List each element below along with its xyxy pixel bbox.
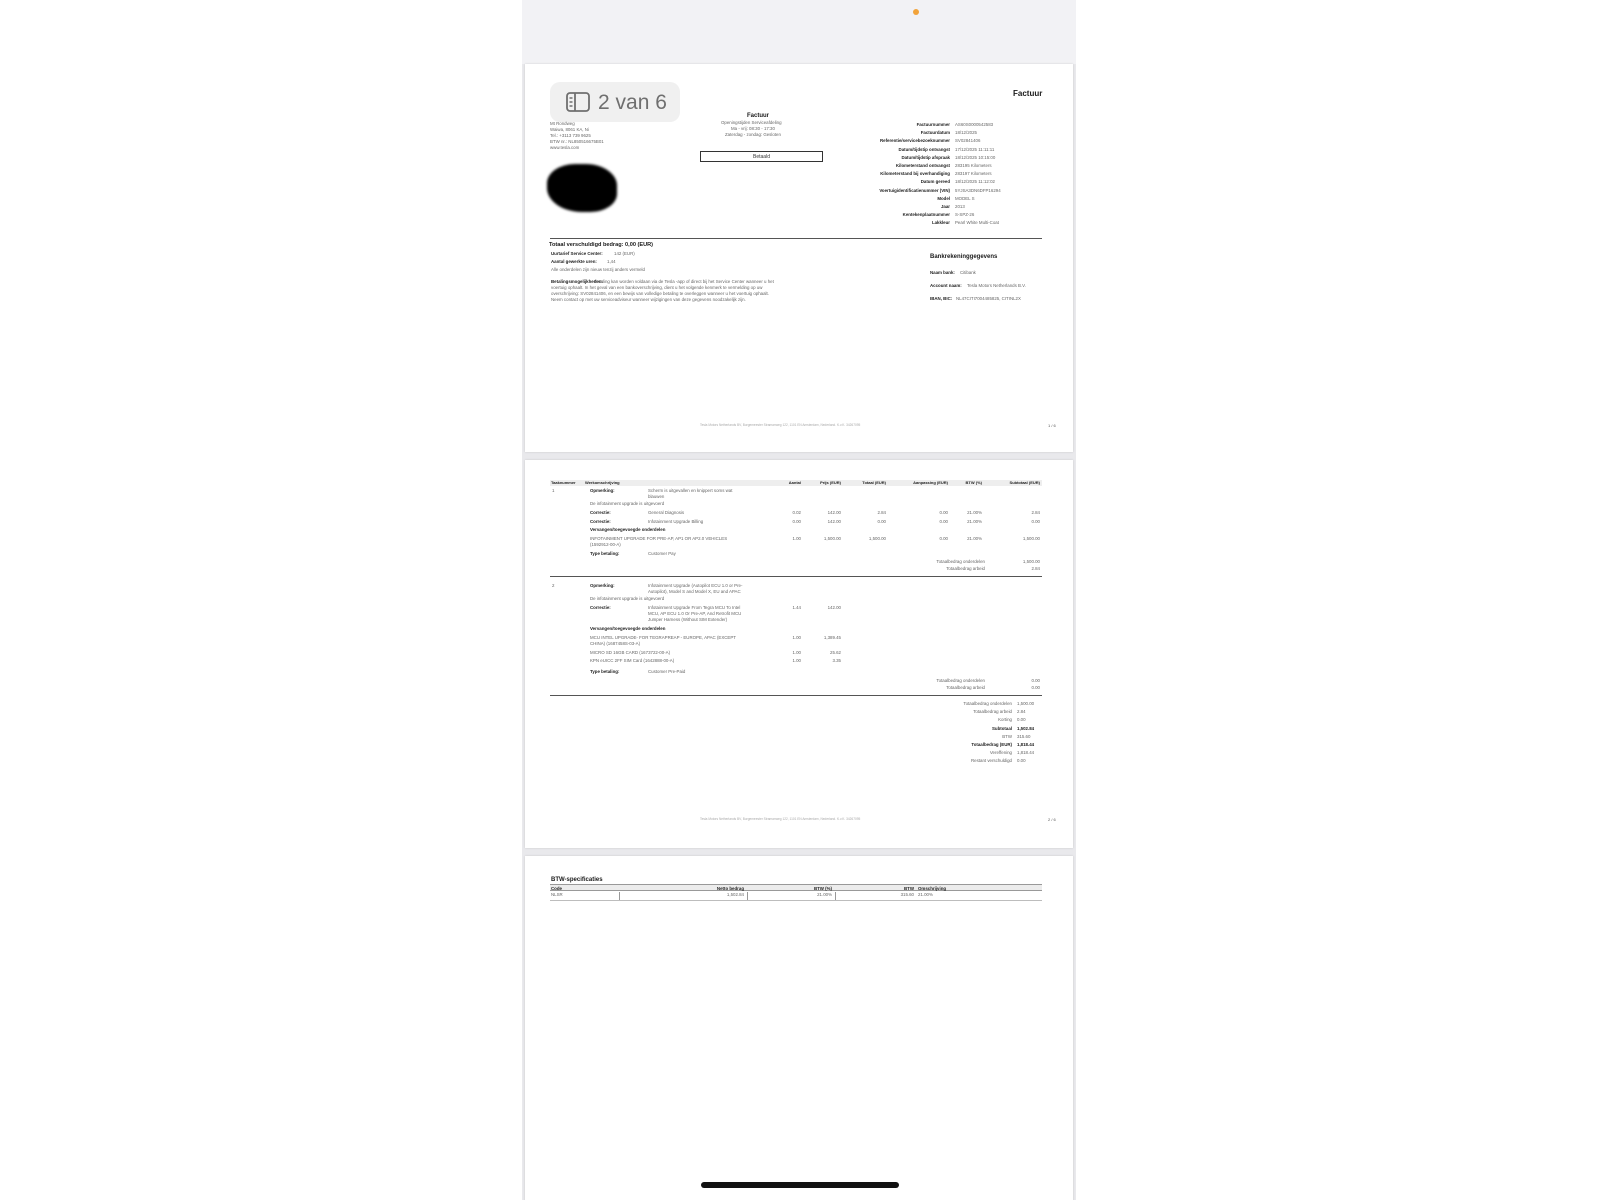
part-subtotal: 1,500.00 bbox=[1022, 536, 1040, 541]
grand-total-label: Restant verschuldigd bbox=[970, 758, 1012, 764]
bank-value: Tesla Motors Netherlands B.V. bbox=[967, 283, 1026, 288]
part-price: 3.35 bbox=[832, 658, 841, 663]
grand-total-value: 315.60 bbox=[1017, 733, 1031, 739]
grand-total-value: 2.84 bbox=[1017, 709, 1026, 715]
bank-label: Naam bank: bbox=[930, 270, 955, 275]
correction-text: Infotainment Upgrade Billing bbox=[648, 518, 704, 524]
part-price: 1,389.45 bbox=[823, 635, 841, 640]
correction-text: Infotainment Upgrade From Tegra MCU To Intel bbox=[648, 605, 741, 610]
vat-col-header: Omschrijving bbox=[918, 886, 947, 891]
meta-label: Lakkleur bbox=[931, 220, 950, 226]
col-header: Taaknummer bbox=[551, 480, 576, 485]
grand-total-value: 1,500.00 bbox=[1017, 701, 1035, 706]
payment-label: Betalingsmogelijkheden: bbox=[551, 279, 603, 284]
meta-value: 18/12/2025 10:15:00 bbox=[955, 154, 996, 160]
col-header: Prijs (EUR) bbox=[820, 480, 841, 485]
part-qty: 1.00 bbox=[792, 536, 801, 541]
meta-label: Kilometerstand bij overhandiging bbox=[880, 171, 950, 177]
vat-cell: 315.60 bbox=[900, 892, 914, 897]
col-header: Totaal (EUR) bbox=[862, 480, 886, 485]
task-number: 1 bbox=[552, 488, 555, 493]
vat-cell: NLSR bbox=[551, 892, 563, 897]
meta-value: 283195 Kilometers bbox=[955, 163, 992, 168]
payment-text: voertuig ophaalt. In het geval van een bankoverschrijving, dient u het volgende kenmerk te vermelding op uw bbox=[551, 285, 763, 290]
payment-text: Betaling kan worden voldaan via de Tesla -app of direct bij het Service Center wanneer u het bbox=[594, 279, 774, 284]
paid-status-box: Betaald bbox=[700, 151, 823, 162]
grand-total-value: 1,818.44 bbox=[1017, 750, 1035, 756]
labor-adj: 0.00 bbox=[939, 510, 948, 515]
opening-hours-line: Zaterdag - zondag: Gesloten bbox=[725, 132, 781, 137]
correction-label: Correctie: bbox=[590, 518, 611, 524]
task-total-value: 0.00 bbox=[1031, 678, 1040, 683]
bank-value: NL47CITI7004485825, CITINL2X bbox=[956, 296, 1021, 301]
page-indicator-text: 2 van 6 bbox=[598, 91, 667, 114]
part-price: 1,500.00 bbox=[823, 536, 841, 541]
vat-spec-title: BTW-specificaties bbox=[551, 877, 603, 883]
payment-type-label: Type betaling: bbox=[590, 669, 620, 674]
meta-label: Datum/tijdstip afspraak bbox=[901, 154, 950, 160]
part-qty: 1.00 bbox=[792, 650, 801, 655]
payment-type-value: Customer Pre-Paid bbox=[648, 669, 686, 674]
grand-total-label: Totaalbedrag arbeid bbox=[973, 709, 1012, 715]
bank-label: IBAN, BIC: bbox=[930, 296, 953, 301]
task-total-label: Totaalbedrag arbeid bbox=[946, 685, 985, 690]
address-line: Waiwa, 8061 KA, Ni bbox=[550, 127, 589, 132]
part-vat: 21.00% bbox=[967, 536, 982, 541]
payment-text: overschrijving: SV02841406, en een bewijs van volledige betaling te overleggen wanneer u het voertuig ophaalt. bbox=[551, 291, 769, 296]
status-dot-indicator bbox=[913, 9, 919, 15]
labor-subtotal: 0.00 bbox=[1031, 518, 1040, 524]
vat-cell: 21.00% bbox=[918, 892, 933, 897]
column-separator bbox=[747, 892, 748, 900]
grand-total-label: Vereffening bbox=[989, 750, 1012, 756]
grand-total-label: Korting bbox=[998, 717, 1012, 723]
page-indicator[interactable] bbox=[550, 82, 680, 122]
col-header: Werkomschrijving bbox=[585, 480, 620, 485]
correction-text: MCU, AP ECU 1.0 Or Pre-AP, And Retrofit MCU bbox=[648, 611, 742, 616]
part-desc: (1592912-00-A) bbox=[590, 542, 621, 547]
vat-col-header: Code bbox=[551, 886, 562, 891]
meta-label: Datum/tijdstip ontvangst bbox=[898, 146, 950, 152]
meta-value: 18/12/2025 bbox=[955, 130, 977, 136]
labor-total: 2.84 bbox=[877, 510, 886, 515]
divider bbox=[550, 238, 1042, 239]
remark-text: Autopilot), Model S and Model X, EU and APAC bbox=[648, 589, 741, 594]
grand-total-value: 0.00 bbox=[1017, 717, 1026, 723]
labor-vat: 21.00% bbox=[967, 510, 982, 515]
page-number: 1 / 6 bbox=[1048, 423, 1056, 428]
page-footer: Tesla Motors Netherlands BV, Burgemeester Stramanweg 122, 1101 EN Amsterdam, Nederland. K.v.K. 34267095 bbox=[700, 423, 861, 427]
page-number: 2 / 6 bbox=[1048, 817, 1056, 822]
hours-label: Aantal gewerkte uren: bbox=[551, 259, 597, 264]
grand-total-value: 0.00 bbox=[1017, 758, 1026, 764]
meta-value: AS60S0000542583 bbox=[955, 122, 994, 127]
center-title: Factuur bbox=[747, 113, 770, 119]
page-footer: Tesla Motors Netherlands BV, Burgemeester Stramanweg 122, 1101 EN Amsterdam, Nederland. K.v.K. 34267095 bbox=[700, 817, 861, 821]
meta-value: SV02841406 bbox=[955, 138, 981, 144]
total-due: Totaal verschuldigd bedrag: 0,00 (EUR) bbox=[549, 242, 654, 248]
task-number: 2 bbox=[552, 583, 555, 588]
column-separator bbox=[619, 892, 620, 900]
address-line: BTW nr.: NL850516675B01 bbox=[550, 139, 604, 144]
correction-text: General Diagnosis bbox=[648, 510, 685, 515]
labor-qty: 0.00 bbox=[792, 518, 801, 524]
meta-value: 283197 Kilometers bbox=[955, 171, 992, 177]
meta-label: Factuurnummer bbox=[916, 122, 950, 127]
part-desc: KPN eUICC 2FF SIM Card (1642888-00-A) bbox=[590, 658, 675, 663]
col-header: BTW (%) bbox=[965, 480, 982, 485]
viewer-top-bar bbox=[522, 0, 1076, 64]
col-header: Aanpassing (EUR) bbox=[913, 480, 948, 485]
vat-cell: 21.00% bbox=[817, 892, 832, 897]
vat-col-header: BTW bbox=[904, 886, 914, 891]
meta-value: 2013 bbox=[955, 204, 965, 209]
task-total-value: 2.84 bbox=[1031, 566, 1040, 571]
correction-label: Correctie: bbox=[590, 510, 611, 515]
divider bbox=[550, 695, 1042, 696]
payment-type-value: Customer Pay bbox=[648, 551, 676, 556]
payment-text: Neem contact op met uw serviceadviseur wanneer wijzigingen van deze gegevens noodzakelijk zijn. bbox=[551, 297, 746, 302]
col-header: Subtotaal (EUR) bbox=[1009, 480, 1040, 485]
part-desc: MCU INTEL UPGRADE- FOR TEGRAPREAP - EUROPE, APAC (EXCEPT bbox=[590, 635, 736, 640]
meta-label: Referentie/servicebezoeknummer bbox=[879, 138, 950, 144]
parts-title: Vervangen/toegevoegde onderdelen bbox=[590, 527, 666, 532]
remark-text: Scherm is uitgevallen en knippert soms wat bbox=[648, 488, 733, 493]
task-total-value: 1,500.00 bbox=[1022, 559, 1040, 564]
grand-total-value: 1,502.84 bbox=[1017, 725, 1035, 731]
meta-value: 18/12/2025 11:12:02 bbox=[955, 179, 995, 185]
address-line: www.tesla.com bbox=[550, 145, 580, 150]
bank-value: Citibank bbox=[960, 270, 976, 275]
bank-label: Account naam: bbox=[930, 283, 962, 288]
labor-adj: 0.00 bbox=[939, 518, 948, 524]
correction-text: Jumper Harness (Without SIM Extender) bbox=[648, 617, 728, 622]
remark-text: blauwen bbox=[648, 494, 665, 499]
invoice-page-2 bbox=[525, 460, 1073, 848]
labor-price: 142.00 bbox=[827, 510, 841, 515]
bank-title: Bankrekeninggegevens bbox=[930, 254, 998, 260]
grand-total-label: Totaalbedrag onderdelen bbox=[963, 701, 1012, 706]
meta-value: S-SPZ-26 bbox=[955, 212, 975, 218]
invoice-title: Factuur bbox=[1013, 89, 1043, 98]
parts-title: Vervangen/toegevoegde onderdelen bbox=[590, 626, 666, 631]
invoice-page-1 bbox=[525, 64, 1073, 452]
meta-label: Jaar bbox=[940, 204, 950, 209]
part-desc: CHINA) (1687458S-03-A) bbox=[590, 641, 641, 646]
divider bbox=[550, 576, 1042, 577]
grand-total-label: Totaalbedrag (EUR) bbox=[971, 742, 1012, 747]
meta-value: 5YJSA3DN6DFP16294 bbox=[955, 187, 1001, 193]
grand-total-label: Subtotaal bbox=[991, 725, 1012, 731]
hours-value: 1,44 bbox=[607, 259, 616, 264]
meta-label: Model bbox=[937, 195, 950, 201]
part-qty: 1.00 bbox=[792, 635, 801, 640]
part-desc: INFOTAINMENT UPGRADE FOR PRE-AP, AP1 OR AP2.0 VEHICLES bbox=[590, 536, 728, 541]
part-total: 1,500.00 bbox=[868, 536, 886, 541]
vat-col-header: BTW (%) bbox=[813, 886, 832, 891]
part-price: 25.62 bbox=[830, 650, 841, 655]
meta-value: MODEL S bbox=[955, 195, 975, 201]
home-indicator[interactable] bbox=[701, 1182, 899, 1188]
address-line: Mt Rondweg bbox=[550, 121, 575, 126]
meta-value: 17/12/2025 11:11:11 bbox=[955, 146, 995, 152]
column-separator bbox=[835, 892, 836, 900]
labor-subtotal: 2.84 bbox=[1031, 510, 1040, 515]
task-status: De infotainment upgrade is uitgevoerd bbox=[590, 596, 665, 601]
meta-label: Factuurdatum bbox=[920, 130, 950, 136]
remark-label: Opmerking: bbox=[590, 488, 615, 493]
sidebar-icon bbox=[566, 92, 590, 112]
col-header: Aantal bbox=[788, 480, 801, 485]
part-adj: 0.00 bbox=[939, 536, 948, 541]
labor-qty: 0.02 bbox=[792, 510, 801, 515]
remark-text: Infotainment Upgrade (Autopilot ECU 1.0 or Pre- bbox=[648, 583, 743, 588]
redacted-logo bbox=[547, 164, 617, 212]
meta-value: Pearl White Multi-Coat bbox=[955, 220, 999, 226]
opening-hours-line: Openingstijden Serviceafdeling bbox=[721, 120, 782, 125]
correction-label: Correctie: bbox=[590, 605, 611, 610]
payment-type-label: Type betaling: bbox=[590, 551, 620, 556]
task-total-label: Totaalbedrag onderdelen bbox=[936, 559, 985, 564]
divider bbox=[550, 900, 1042, 901]
invoice-page-3 bbox=[525, 856, 1073, 1200]
task-total-label: Totaalbedrag arbeid bbox=[946, 566, 985, 571]
meta-label: Kentekenplaatnummer bbox=[902, 212, 950, 218]
opening-hours-line: Ma - vrij: 08:30 - 17:30 bbox=[731, 126, 775, 131]
task-status: De infotainment upgrade is uitgevoerd bbox=[590, 501, 665, 506]
hourly-rate-label: Uurtarief Service Center: bbox=[551, 251, 603, 256]
address-line: Tel.: +3113 739 9625 bbox=[550, 133, 591, 138]
part-qty: 1.00 bbox=[792, 658, 801, 663]
grand-total-value: 1,818.44 bbox=[1017, 742, 1035, 747]
document-viewer[interactable] bbox=[522, 0, 1076, 1200]
hourly-rate-value: 142 (EUR) bbox=[614, 251, 635, 256]
meta-label: Kilometerstand ontvangst bbox=[895, 163, 950, 168]
remark-label: Opmerking: bbox=[590, 583, 615, 588]
labor-price: 142.00 bbox=[827, 605, 841, 610]
labor-total: 0.00 bbox=[877, 518, 886, 524]
parts-note: Alle onderdelen zijn nieuw tenzij anders vermeld bbox=[551, 267, 645, 272]
grand-total-label: BTW bbox=[1002, 733, 1012, 739]
labor-vat: 21.00% bbox=[967, 518, 982, 524]
task-total-value: 0.00 bbox=[1031, 685, 1040, 690]
vat-cell: 1,502.84 bbox=[726, 892, 744, 897]
labor-price: 142.00 bbox=[827, 518, 841, 524]
vat-table-header bbox=[550, 884, 1042, 891]
meta-label: Voertuigidentificatienummer (VIN) bbox=[879, 187, 950, 193]
meta-label: Datum gereed bbox=[920, 179, 950, 185]
part-desc: MICRO SD 16GB CARD (1673722-00-A) bbox=[590, 650, 671, 655]
task-total-label: Totaalbedrag onderdelen bbox=[936, 678, 985, 683]
vat-col-header: Netto bedrag bbox=[716, 886, 744, 891]
labor-qty: 1.44 bbox=[792, 605, 801, 610]
